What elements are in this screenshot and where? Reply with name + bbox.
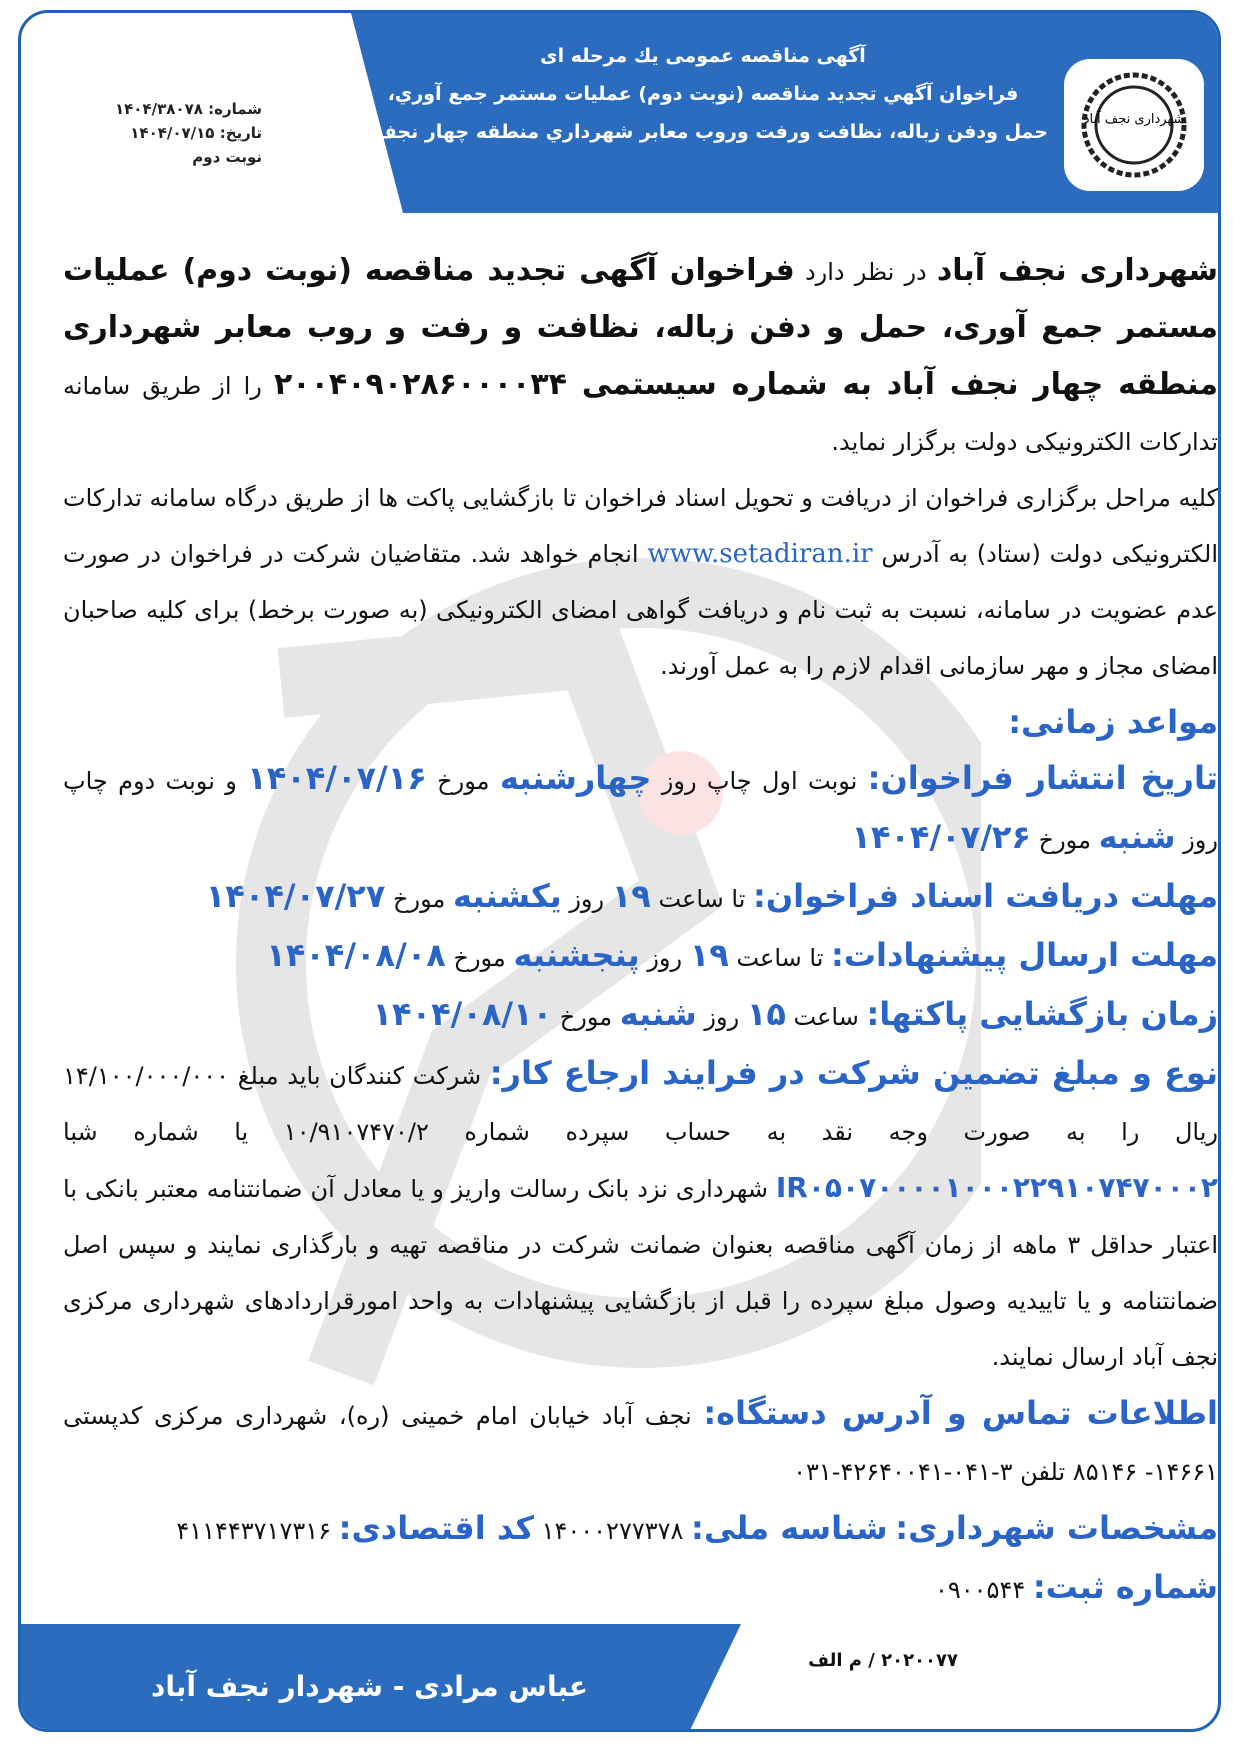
process-paragraph [63,470,1218,694]
publication-text-b: مورخ [437,767,490,795]
opening-text-b: روز [704,1003,740,1031]
offer-hour: ۱۹ [689,936,729,974]
org-name: شهرداری نجف آباد [936,253,1218,288]
offer-day: پنجشنبه [513,936,640,974]
offer-deadline-row [63,927,1218,986]
opening-date: ۱۴۰۴/۰۸/۱۰ [372,995,553,1033]
intro-text-1: در نظر دارد [804,258,927,286]
opening-row [63,986,1218,1045]
iban-number: IR۰۵۰۷۰۰۰۰۱۰۰۰۲۲۹۱۰۷۴۷۰۰۰۲ [775,1171,1218,1204]
header-title [337,37,1048,151]
opening-day: شنبه [619,995,697,1033]
publication-text-d: مورخ [1038,826,1091,854]
publication-date-1: ۱۴۰۴/۰۷/۱۶ [247,759,427,797]
contact-label: اطلاعات تماس و آدرس دستگاه: [703,1394,1218,1432]
intro-paragraph [63,243,1218,470]
economic-code-label: کد اقتصادی: [338,1509,534,1547]
opening-text-a: ساعت [793,1003,859,1031]
opening-text-c: مورخ [559,1003,613,1031]
header-line-1: آگهی مناقصه عمومی یك مرحله ای [540,45,866,67]
schedule-heading: مواعد زمانی: [1008,703,1218,741]
notice-frame [18,10,1221,1732]
docs-hour: ۱۹ [611,877,651,915]
registration-label: شماره ثبت: [1032,1568,1218,1606]
registration-value: ۰۹۰۰۵۴۴ [934,1576,1026,1604]
registration-row [63,1559,1218,1618]
national-id-label: شناسه ملی: [691,1509,888,1547]
publication-label: تاریخ انتشار فراخوان: [867,759,1218,797]
publication-day-2: شنبه [1098,818,1176,856]
signer-name: عباس مرادی - شهردار نجف آباد [151,1670,589,1703]
national-id-value: ۱۴۰۰۰۲۷۷۳۷۸ [541,1517,684,1545]
process-text-a: کلیه مراحل برگزاری فراخوان از دریافت و تحویل اسناد فراخوان تا بازگشایی پاکت ها از طریق درگاه سامانه تدارکات الکترونیکی دولت (ستاد) به آدرس [63,484,1218,568]
docs-text-a: تا ساعت [658,885,746,913]
docs-text-c: مورخ [392,885,446,913]
notice-date: تاریخ: ۱۴۰۴/۰۷/۱۵ [130,124,263,142]
docs-date: ۱۴۰۴/۰۷/۲۷ [205,877,386,915]
publication-text-c: و نوبت دوم چاپ روز [63,767,1218,854]
footer [21,1624,1218,1729]
logo-text: شهرداری نجف آباد [1083,112,1185,127]
guarantee-label: نوع و مبلغ تضمین شرکت در فرایند ارجاع کار: [489,1054,1218,1092]
logo-box [1064,59,1204,191]
header [21,13,1218,213]
docs-deadline-row [63,868,1218,927]
setad-url-link[interactable]: www.setadiran.ir [647,539,873,569]
docs-deadline-label: مهلت دریافت اسناد فراخوان: [753,877,1218,915]
process-text-b: انجام خواهد شد. متقاضیان شرکت در فراخوان در صورت عدم عضویت در سامانه، نسبت به ثبت نام و دریافت گواهی امضای الکترونیکی (به صورت برخط) برای کلیه صاحبان امضای مجاز و مهر سازمانی اقدام لازم را به عمل آورند. [63,540,1218,680]
municipality-logo-icon [1078,69,1190,181]
docs-text-b: روز [569,885,605,913]
specs-row [63,1500,1218,1559]
guarantee-text-b: شهرداری نزد بانک رسالت واریز و یا معادل آن ضمانتنامه معتبر بانکی با اعتبار حداقل ۳ ماهه از زمان آگهی مناقصه بعنوان ضمانت شرکت در مناقصه تهیه و بارگذاری نمایند و سپس اصل ضمانتنامه و یا تاییدیه وصول مبلغ سپرده را قبل از بازگشایی پیشنهادات به واحد امورقراردادهای شهرداری مرکزی نجف آباد ارسال نمایند. [63,1175,1219,1371]
offer-deadline-label: مهلت ارسال پیشنهادات: [831,936,1218,974]
ad-code: ۲۰۲۰۰۷۷ / م الف [808,1650,958,1671]
header-line-3: حمل ودفن زباله، نظافت ورفت وروب معابر شهرداري منطقه چهار نجف آباد [337,121,1048,143]
offer-date: ۱۴۰۴/۰۸/۰۸ [266,936,446,974]
publication-row [63,750,1218,868]
docs-day: یکشنبه [452,877,562,915]
intro-text-2: را از طریق سامانه تدارکات الکترونیکی دولت برگزار نماید. [63,372,1218,456]
tender-title: فراخوان آگهی تجدید مناقصه (نوبت دوم) عملیات مستمر جمع آوری، حمل و دفن زباله، نظافت و رفت و روب معابر شهرداری منطقه چهار نجف آباد به شماره سیستمی ۲۰۰۴۰۹۰۲۸۶۰۰۰۰۳۴ [63,253,1219,402]
publication-text-a: نوبت اول چاپ روز [661,767,858,795]
opening-label: زمان بازگشایی پاکتها: [866,995,1218,1033]
publication-day-1: چهارشنبه [499,759,652,797]
header-line-2: فراخوان آگهي تجديد مناقصه (نوبت دوم) عمليات مستمر جمع آوري، [387,83,1019,105]
notice-number: شماره: ۱۴۰۴/۳۸۰۷۸ [115,100,263,118]
meta-block [115,97,262,169]
opening-hour: ۱۵ [746,995,786,1033]
offer-text-b: روز [647,944,683,972]
guarantee-paragraph [63,1045,1218,1385]
contact-paragraph [63,1385,1218,1500]
offer-text-c: مورخ [453,944,506,972]
notice-round: نوبت دوم [192,148,263,166]
notice-body [63,243,1218,1618]
offer-text-a: تا ساعت [736,944,824,972]
contact-text: نجف آباد خیابان امام خمینی (ره)، شهرداری مرکزی کدپستی ۱۴۶۶۱- ۸۵۱۴۶ تلفن ۳-۰۴۱-۴۲۶۴۰۰۴۱-۰۳۱ [63,1402,1218,1486]
guarantee-text-a: شرکت کنندگان باید مبلغ ۱۴/۱۰۰/۰۰۰/۰۰۰ ریال را به صورت وجه نقد به حساب سپرده شماره ۱۰/۹۱۰۷۴۷۰/۲ یا شماره شبا [63,1062,1218,1146]
economic-code-value: ۴۱۱۴۴۳۷۱۷۳۱۶ [176,1517,331,1545]
specs-label: مشخصات شهرداری: [895,1509,1218,1547]
publication-date-2: ۱۴۰۴/۰۷/۲۶ [851,818,1031,856]
